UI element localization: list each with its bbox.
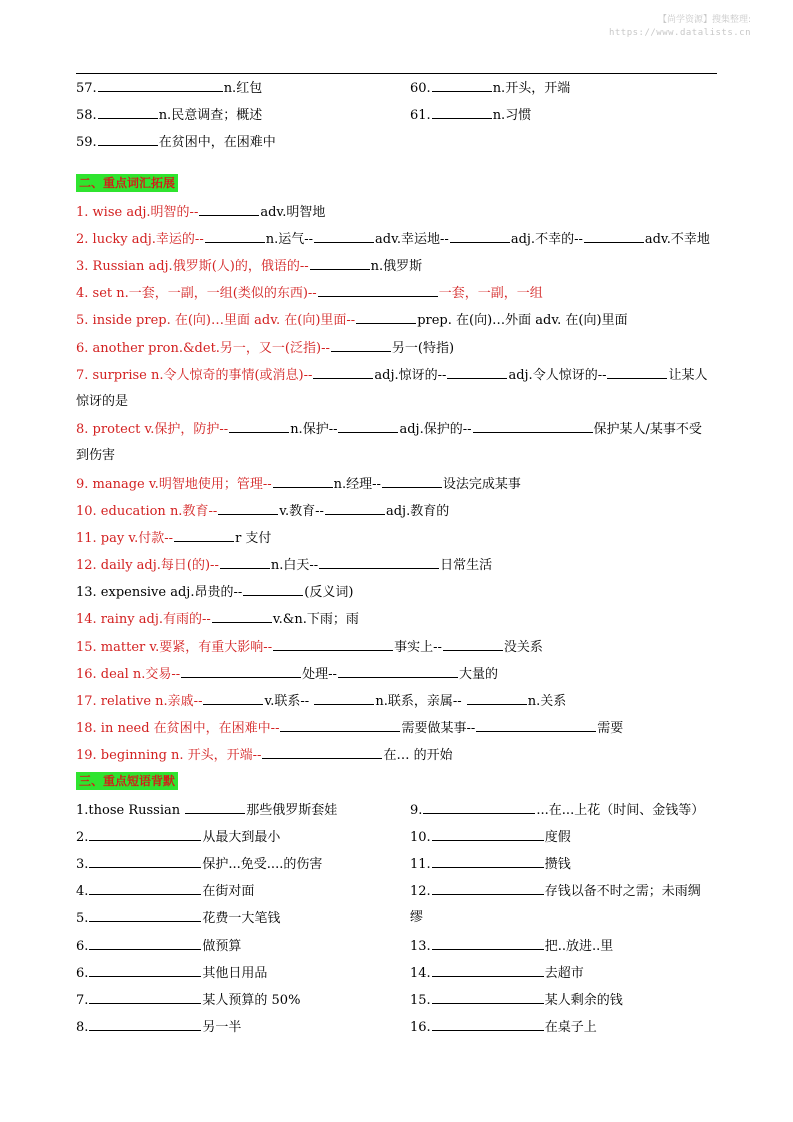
item-text: 1.those Russian xyxy=(76,803,185,818)
item-text: adv.幸运地-- xyxy=(375,232,449,247)
answer-blank[interactable] xyxy=(314,693,374,705)
answer-blank[interactable] xyxy=(98,134,158,146)
expansion-item-16 xyxy=(76,666,498,683)
answer-blank[interactable] xyxy=(273,639,393,651)
item-text: 12. xyxy=(410,884,431,899)
item-text: n.保护-- xyxy=(290,422,338,437)
item-text: 61. xyxy=(410,108,431,123)
item-text: 5. inside prep. 在(向)…里面 adv. 在(向)里面-- xyxy=(76,313,356,328)
answer-blank[interactable] xyxy=(98,107,158,119)
item-text: n.习惯 xyxy=(492,108,532,123)
item-text: ...在...上花（时间、金钱等） xyxy=(536,803,705,818)
item-text: 14. xyxy=(410,966,431,981)
header-rule xyxy=(76,73,717,74)
answer-blank[interactable] xyxy=(89,965,201,977)
phrase-item xyxy=(76,965,267,982)
answer-blank[interactable] xyxy=(432,883,544,895)
item-text: 在桌子上 xyxy=(544,1020,597,1035)
expansion-item-9 xyxy=(76,476,521,493)
answer-blank[interactable] xyxy=(450,231,510,243)
item-text: 10. xyxy=(410,830,431,845)
item-text: n.白天-- xyxy=(270,558,319,573)
item-text: 11. pay v.付款-- xyxy=(76,531,174,546)
answer-blank[interactable] xyxy=(432,1019,544,1031)
answer-blank[interactable] xyxy=(89,883,201,895)
answer-blank[interactable] xyxy=(432,829,544,841)
item-text: (反义词) xyxy=(304,585,354,600)
expansion-item-4 xyxy=(76,285,543,302)
item-text: 17. relative n.亲戚-- xyxy=(76,694,203,709)
item-text: adj.惊讶的-- xyxy=(374,368,447,383)
expansion-item-10 xyxy=(76,503,449,520)
item-text: 4. set n.一套，一副，一组(类似的东西)-- xyxy=(76,286,317,301)
answer-blank[interactable] xyxy=(89,992,201,1004)
item-text: 15. matter v.要紧，有重大影响-- xyxy=(76,640,273,655)
phrase-item xyxy=(76,856,322,873)
item-text: 攒钱 xyxy=(544,857,571,872)
item-text: v.教育-- xyxy=(279,504,324,519)
answer-blank[interactable] xyxy=(423,802,535,814)
answer-blank[interactable] xyxy=(174,530,234,542)
expansion-item-15 xyxy=(76,639,543,656)
answer-blank[interactable] xyxy=(318,285,438,297)
item-text: 14. rainy adj.有雨的-- xyxy=(76,612,211,627)
answer-blank[interactable] xyxy=(432,107,492,119)
answer-blank[interactable] xyxy=(89,1019,201,1031)
answer-blank[interactable] xyxy=(443,639,503,651)
expansion-item-11 xyxy=(76,530,271,547)
phrase-item xyxy=(410,938,613,955)
phrase-item xyxy=(410,965,584,982)
answer-blank[interactable] xyxy=(584,231,644,243)
item-text: 另一半 xyxy=(202,1020,242,1035)
item-text: adj.教育的 xyxy=(385,504,450,519)
expansion-item-12 xyxy=(76,557,492,574)
answer-blank[interactable] xyxy=(432,856,544,868)
expansion-item-3 xyxy=(76,258,422,275)
vocab-item-57 xyxy=(76,80,262,97)
phrase-item xyxy=(410,992,623,1009)
item-text: 16. deal n.交易-- xyxy=(76,667,181,682)
item-text: 从最大到最小 xyxy=(202,830,281,845)
item-text: 在贫困中，在困难中 xyxy=(158,135,276,150)
item-text: n.民意调查；概述 xyxy=(158,108,263,123)
item-text: 去超市 xyxy=(544,966,584,981)
item-text: 58. xyxy=(76,108,97,123)
item-text: v.联系-- xyxy=(264,694,310,709)
item-text: 1. wise adj.明智的-- xyxy=(76,205,199,220)
vocab-item-59 xyxy=(76,134,276,151)
item-text: 18. in need 在贫困中，在困难中-- xyxy=(76,721,280,736)
item-text: 一套，一副，一组 xyxy=(438,286,543,301)
item-text: n.联系，亲属-- xyxy=(375,694,462,709)
answer-blank[interactable] xyxy=(338,421,398,433)
item-text: adj.不幸的-- xyxy=(510,232,583,247)
answer-blank[interactable] xyxy=(476,720,596,732)
answer-blank[interactable] xyxy=(473,421,593,433)
item-text: n.关系 xyxy=(527,694,567,709)
item-text: n.红包 xyxy=(223,81,263,96)
item-text: 9. manage v.明智地使用；管理-- xyxy=(76,477,272,492)
item-text: 3. Russian adj.俄罗斯(人)的，俄语的-- xyxy=(76,259,309,274)
answer-blank[interactable] xyxy=(89,829,201,841)
answer-blank[interactable] xyxy=(467,693,527,705)
expansion-item-8 xyxy=(76,421,702,438)
item-text: n.经理-- xyxy=(333,477,381,492)
item-text: 需要 xyxy=(597,721,624,736)
answer-blank[interactable] xyxy=(205,231,265,243)
item-text: 15. xyxy=(410,993,431,1008)
item-text: 另一(特指) xyxy=(391,341,455,356)
item-text: 12. daily adj.每日(的)-- xyxy=(76,558,219,573)
item-text: 那些俄罗斯套娃 xyxy=(246,803,338,818)
answer-blank[interactable] xyxy=(280,720,400,732)
item-text: prep. 在(向)…外面 adv. 在(向)里面 xyxy=(417,313,628,328)
expansion-item-18 xyxy=(76,720,623,737)
expansion-item-8-cont: 到伤害 xyxy=(76,448,116,463)
item-text: 16. xyxy=(410,1020,431,1035)
phrase-item xyxy=(76,910,280,927)
item-text: 6. xyxy=(76,966,89,981)
item-text: 7. surprise n.令人惊奇的事情(或消息)-- xyxy=(76,368,313,383)
item-text: 2. xyxy=(76,830,89,845)
expansion-item-14 xyxy=(76,611,359,628)
item-text: 5. xyxy=(76,911,89,926)
vocab-item-60 xyxy=(410,80,570,97)
phrase-item xyxy=(410,856,571,873)
watermark-url: https://www.datalists.cn xyxy=(608,28,751,38)
answer-blank[interactable] xyxy=(325,503,385,515)
answer-blank[interactable] xyxy=(229,421,289,433)
item-text: n.开头，开端 xyxy=(492,81,571,96)
expansion-item-5 xyxy=(76,312,628,329)
item-text: v.&n.下雨；雨 xyxy=(272,612,359,627)
item-text: 让某人 xyxy=(668,368,708,383)
phrase-item xyxy=(410,802,704,819)
item-text: 需要做某事-- xyxy=(401,721,476,736)
expansion-item-19 xyxy=(76,747,453,764)
answer-blank[interactable] xyxy=(89,938,201,950)
answer-blank[interactable] xyxy=(218,503,278,515)
watermark xyxy=(609,14,751,40)
answer-blank[interactable] xyxy=(432,992,544,1004)
item-text: 事实上-- xyxy=(394,640,442,655)
answer-blank[interactable] xyxy=(199,204,259,216)
expansion-item-7-cont: 惊讶的是 xyxy=(76,394,129,409)
item-text: 6. another pron.&det.另一，又一(泛指)-- xyxy=(76,341,330,356)
item-text: 处理-- xyxy=(302,667,337,682)
answer-blank[interactable] xyxy=(314,231,374,243)
phrase-item-cont: 缪 xyxy=(410,910,424,925)
answer-blank[interactable] xyxy=(382,476,442,488)
expansion-item-1 xyxy=(76,204,325,221)
item-text: 3. xyxy=(76,857,89,872)
answer-blank[interactable] xyxy=(243,584,303,596)
vocab-item-58 xyxy=(76,107,262,124)
answer-blank[interactable] xyxy=(181,666,301,678)
item-text: 11. xyxy=(410,857,431,872)
phrase-item xyxy=(76,1019,241,1036)
phrase-item xyxy=(76,829,280,846)
answer-blank[interactable] xyxy=(447,367,507,379)
answer-blank[interactable] xyxy=(432,938,544,950)
answer-blank[interactable] xyxy=(607,367,667,379)
item-text: 8. protect v.保护，防护-- xyxy=(76,422,229,437)
item-text: 10. education n.教育-- xyxy=(76,504,218,519)
answer-blank[interactable] xyxy=(273,476,333,488)
answer-blank[interactable] xyxy=(262,747,382,759)
item-text: adj.令人惊讶的-- xyxy=(508,368,607,383)
item-text: 花费一大笔钱 xyxy=(202,911,281,926)
item-text: 大量的 xyxy=(458,667,498,682)
phrase-item xyxy=(76,992,300,1009)
phrase-item xyxy=(410,883,701,900)
phrase-item xyxy=(410,829,571,846)
item-text: 7. xyxy=(76,993,89,1008)
answer-blank[interactable] xyxy=(98,80,223,92)
item-text: 保护某人/某事不受 xyxy=(593,422,702,437)
answer-blank[interactable] xyxy=(203,693,263,705)
answer-blank[interactable] xyxy=(220,557,270,569)
expansion-item-6 xyxy=(76,340,454,357)
item-text: 日常生活 xyxy=(440,558,493,573)
item-text: 13. xyxy=(410,939,431,954)
item-text: r 支付 xyxy=(235,531,272,546)
answer-blank[interactable] xyxy=(331,340,391,352)
answer-blank[interactable] xyxy=(319,557,439,569)
item-text: 13. expensive adj.昂贵的-- xyxy=(76,585,243,600)
item-text: 存钱以备不时之需；未雨绸 xyxy=(544,884,701,899)
phrase-item xyxy=(76,938,241,955)
item-text: 4. xyxy=(76,884,89,899)
item-text: 8. xyxy=(76,1020,89,1035)
answer-blank[interactable] xyxy=(338,666,458,678)
item-text: 19. beginning n. 开头，开端-- xyxy=(76,748,262,763)
item-text: 某人预算的 50% xyxy=(202,993,301,1008)
item-text: n.俄罗斯 xyxy=(370,259,423,274)
answer-blank[interactable] xyxy=(313,367,373,379)
item-text: 6. xyxy=(76,939,89,954)
item-text: 60. xyxy=(410,81,431,96)
section-title-vocab-expansion: 二、重点词汇拓展 xyxy=(76,174,178,192)
phrase-item xyxy=(76,883,254,900)
item-text: 其他日用品 xyxy=(202,966,268,981)
item-text: 57. xyxy=(76,81,97,96)
watermark-title: 【尚学资源】搜集整理: xyxy=(657,15,751,25)
item-text: 在… 的开始 xyxy=(383,748,453,763)
item-text: adv.不幸地 xyxy=(644,232,710,247)
answer-blank[interactable] xyxy=(310,258,370,270)
item-text: n.运气-- xyxy=(265,232,314,247)
phrase-item xyxy=(76,802,337,819)
item-text: adv.明智地 xyxy=(260,205,326,220)
phrase-item xyxy=(410,1019,597,1036)
vocab-item-61 xyxy=(410,107,531,124)
answer-blank[interactable] xyxy=(212,611,272,623)
section-title-phrases: 三、重点短语背默 xyxy=(76,772,178,790)
expansion-item-13 xyxy=(76,584,353,601)
answer-blank[interactable] xyxy=(89,910,201,922)
answer-blank[interactable] xyxy=(185,802,245,814)
answer-blank[interactable] xyxy=(89,856,201,868)
item-text: 某人剩余的钱 xyxy=(544,993,623,1008)
expansion-item-7 xyxy=(76,367,708,384)
item-text: 设法完成某事 xyxy=(442,477,521,492)
expansion-item-2 xyxy=(76,231,710,248)
item-text: 9. xyxy=(410,803,423,818)
item-text: 度假 xyxy=(544,830,571,845)
item-text: 把..放进..里 xyxy=(544,939,614,954)
item-text: 2. lucky adj.幸运的-- xyxy=(76,232,204,247)
item-text: 在街对面 xyxy=(202,884,255,899)
expansion-item-17 xyxy=(76,693,566,710)
item-text: 59. xyxy=(76,135,97,150)
item-text: 做预算 xyxy=(202,939,242,954)
answer-blank[interactable] xyxy=(432,965,544,977)
answer-blank[interactable] xyxy=(432,80,492,92)
item-text: 没关系 xyxy=(503,640,543,655)
item-text: adj.保护的-- xyxy=(399,422,472,437)
item-text: 保护...免受....的伤害 xyxy=(202,857,323,872)
answer-blank[interactable] xyxy=(356,312,416,324)
